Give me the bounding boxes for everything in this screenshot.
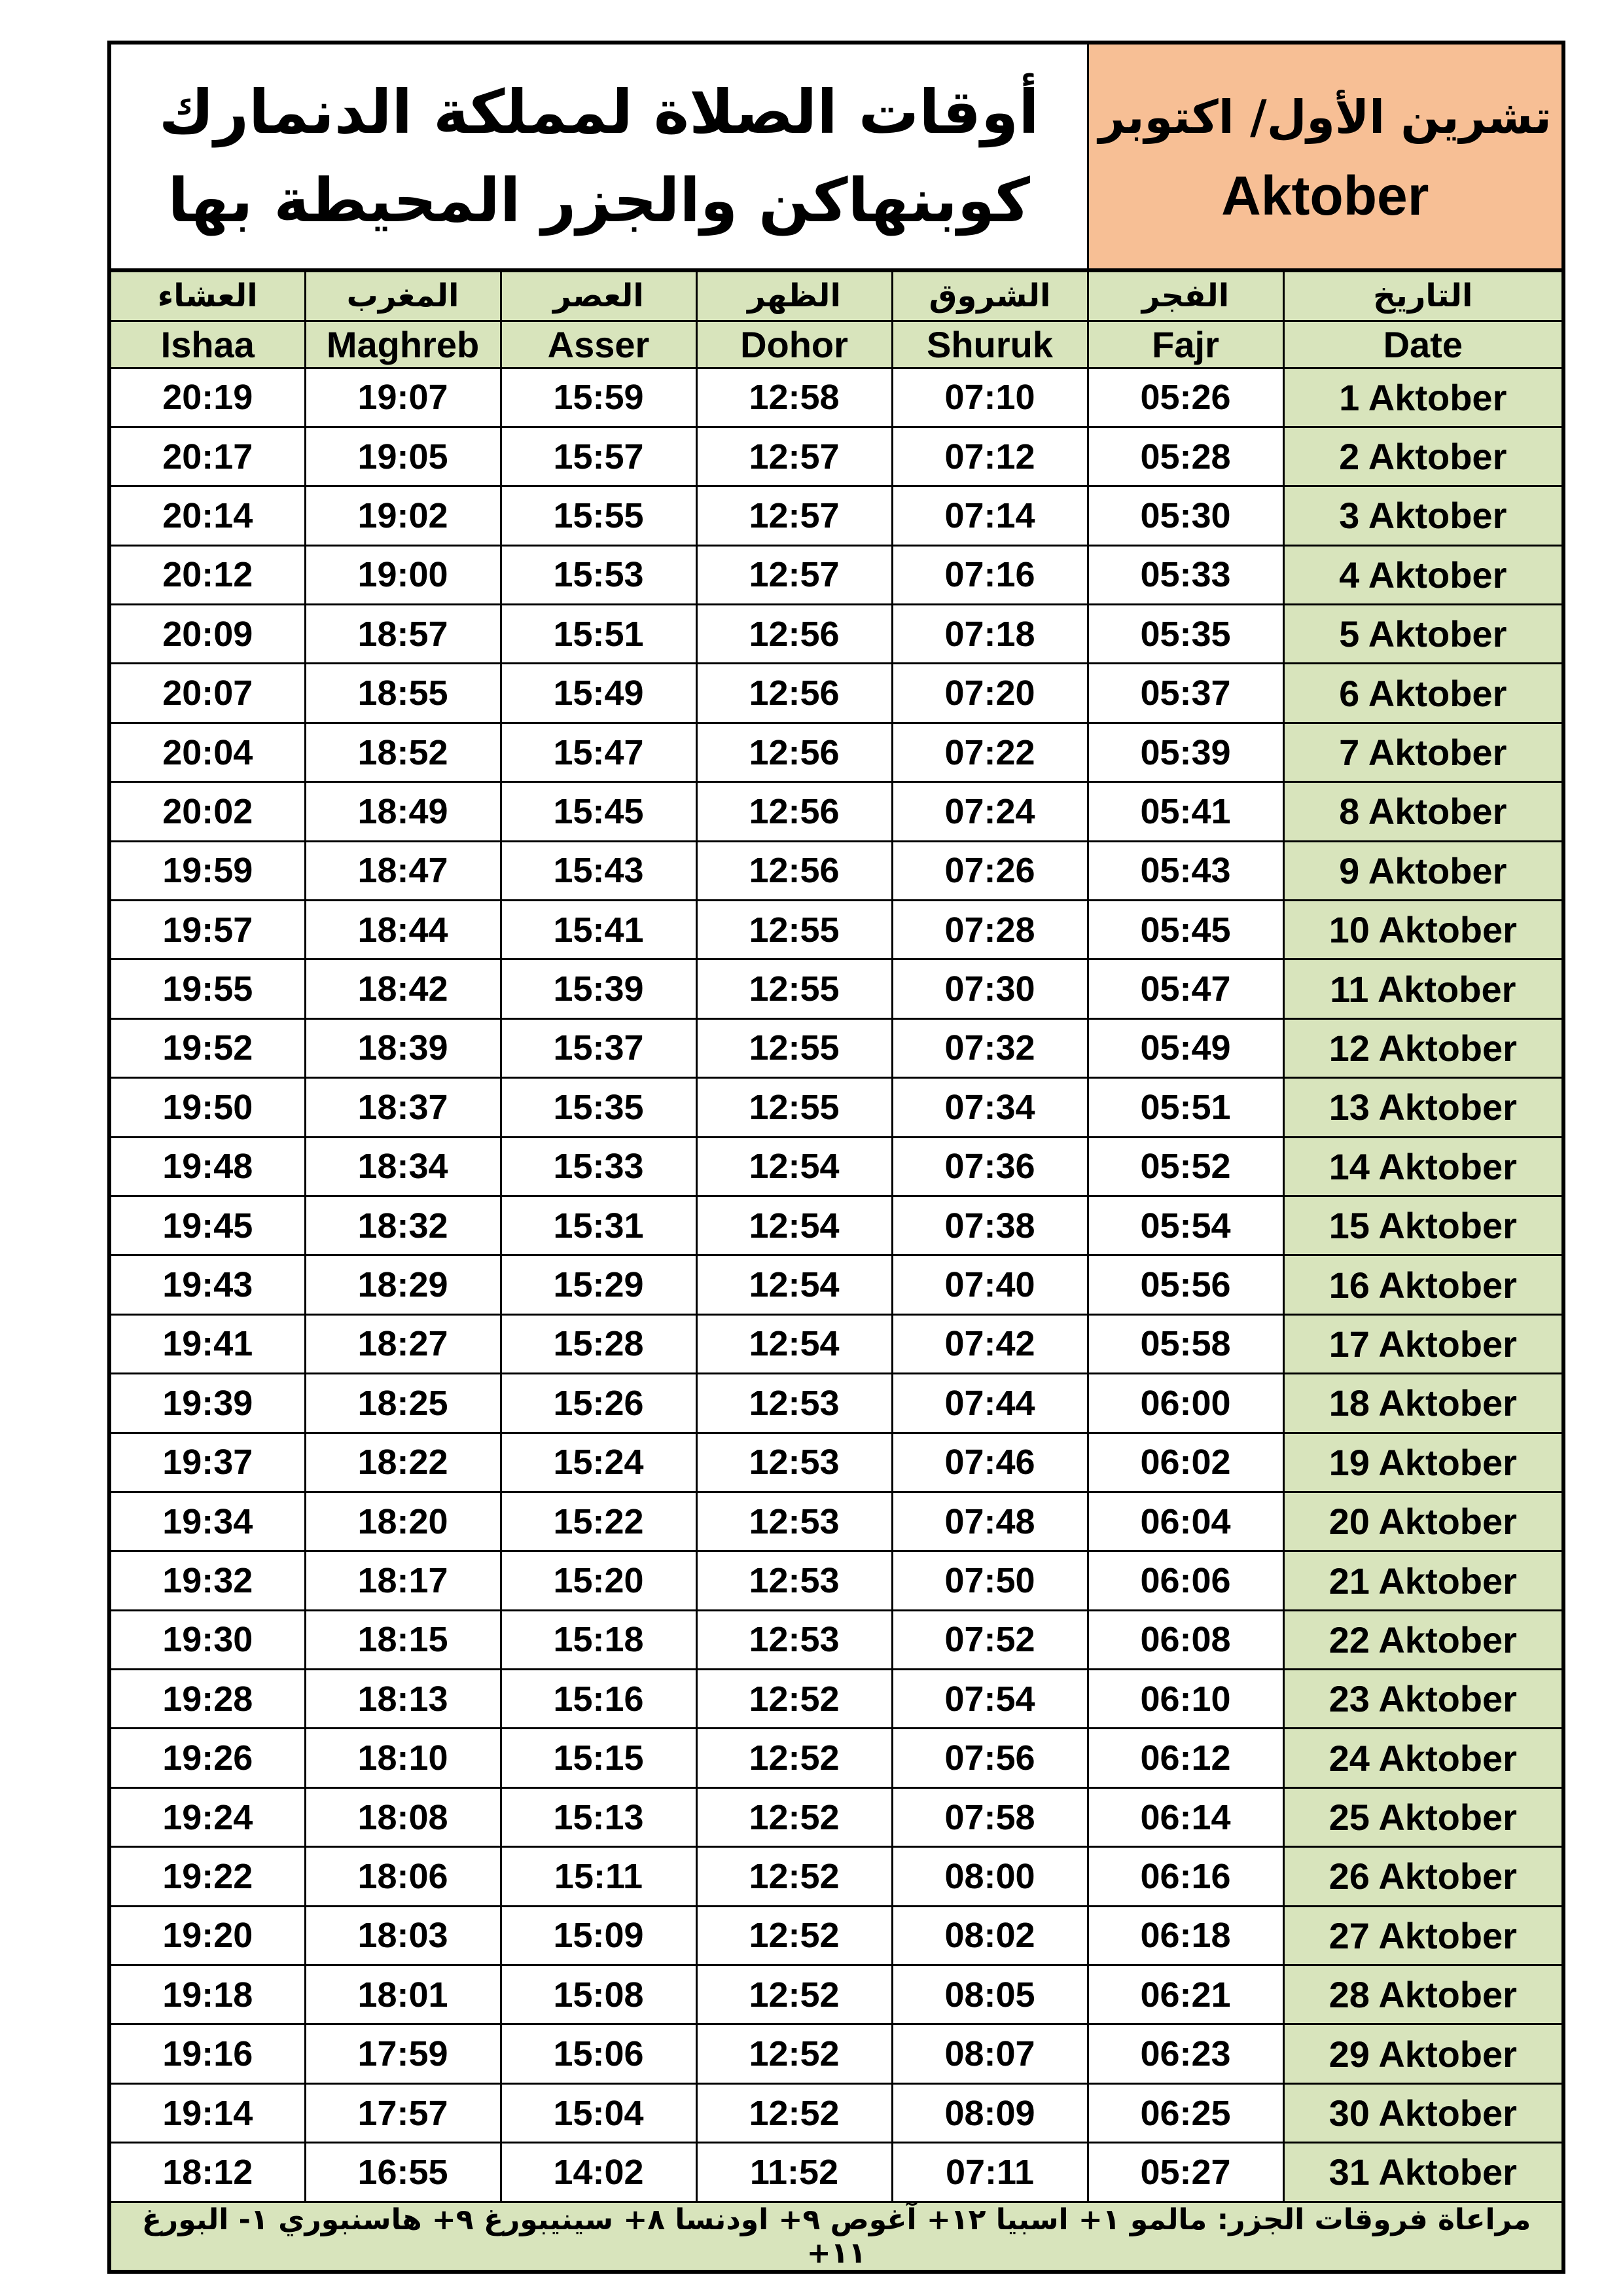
- column-header-en-dohor: Dohor: [696, 321, 892, 368]
- title-cell: [109, 43, 1088, 270]
- fajr-time-cell: 05:43: [1088, 841, 1283, 900]
- maghreb-time-cell: 19:02: [305, 486, 501, 545]
- fajr-time-cell: 06:16: [1088, 1847, 1283, 1906]
- fajr-time-cell: 05:37: [1088, 664, 1283, 723]
- fajr-time-cell: 05:47: [1088, 960, 1283, 1018]
- dohor-time-cell: 12:52: [696, 1847, 892, 1906]
- date-cell: 18 Aktober: [1283, 1374, 1563, 1433]
- shuruk-time-cell: 08:02: [892, 1906, 1088, 1965]
- dohor-time-cell: 12:53: [696, 1492, 892, 1551]
- shuruk-time-cell: 07:54: [892, 1670, 1088, 1729]
- ishaa-time-cell: 19:34: [109, 1492, 305, 1551]
- maghreb-time-cell: 18:52: [305, 723, 501, 781]
- column-header-ar-dohor: الظهر: [696, 270, 892, 321]
- dohor-time-cell: 12:53: [696, 1433, 892, 1492]
- prayer-times-sheet: [107, 41, 1561, 2270]
- dohor-time-cell: 11:52: [696, 2143, 892, 2202]
- asser-time-cell: 15:37: [501, 1018, 696, 1077]
- maghreb-time-cell: 18:08: [305, 1787, 501, 1846]
- asser-time-cell: 15:13: [501, 1787, 696, 1846]
- date-cell: 25 Aktober: [1283, 1787, 1563, 1846]
- dohor-time-cell: 12:52: [696, 1729, 892, 1787]
- table-row: [109, 1255, 1563, 1314]
- date-cell: 1 Aktober: [1283, 368, 1563, 427]
- date-cell: 6 Aktober: [1283, 664, 1563, 723]
- asser-time-cell: 14:02: [501, 2143, 696, 2202]
- dohor-time-cell: 12:57: [696, 427, 892, 486]
- dohor-time-cell: 12:53: [696, 1551, 892, 1610]
- date-cell: 30 Aktober: [1283, 2083, 1563, 2142]
- maghreb-time-cell: 18:32: [305, 1196, 501, 1255]
- shuruk-time-cell: 07:12: [892, 427, 1088, 486]
- fajr-time-cell: 05:26: [1088, 368, 1283, 427]
- ishaa-time-cell: 20:19: [109, 368, 305, 427]
- table-row: [109, 1374, 1563, 1433]
- shuruk-time-cell: 07:42: [892, 1314, 1088, 1373]
- title-line-1: أوقات الصلاة لمملكة الدنمارك: [158, 77, 1039, 147]
- asser-time-cell: 15:11: [501, 1847, 696, 1906]
- shuruk-time-cell: 07:16: [892, 545, 1088, 604]
- dohor-time-cell: 12:52: [696, 2083, 892, 2142]
- asser-time-cell: 15:18: [501, 1610, 696, 1669]
- asser-time-cell: 15:35: [501, 1078, 696, 1137]
- shuruk-time-cell: 07:24: [892, 782, 1088, 841]
- fajr-time-cell: 06:23: [1088, 2024, 1283, 2083]
- ishaa-time-cell: 19:16: [109, 2024, 305, 2083]
- table-row: [109, 1551, 1563, 1610]
- maghreb-time-cell: 18:15: [305, 1610, 501, 1669]
- fajr-time-cell: 06:14: [1088, 1787, 1283, 1846]
- date-cell: 29 Aktober: [1283, 2024, 1563, 2083]
- shuruk-time-cell: 07:10: [892, 368, 1088, 427]
- shuruk-time-cell: 07:56: [892, 1729, 1088, 1787]
- dohor-time-cell: 12:57: [696, 486, 892, 545]
- ishaa-time-cell: 19:30: [109, 1610, 305, 1669]
- shuruk-time-cell: 08:00: [892, 1847, 1088, 1906]
- fajr-time-cell: 05:41: [1088, 782, 1283, 841]
- maghreb-time-cell: 18:06: [305, 1847, 501, 1906]
- dohor-time-cell: 12:56: [696, 664, 892, 723]
- shuruk-time-cell: 08:07: [892, 2024, 1088, 2083]
- maghreb-time-cell: 18:29: [305, 1255, 501, 1314]
- ishaa-time-cell: 19:14: [109, 2083, 305, 2142]
- asser-time-cell: 15:59: [501, 368, 696, 427]
- maghreb-time-cell: 18:01: [305, 1965, 501, 2024]
- maghreb-time-cell: 17:59: [305, 2024, 501, 2083]
- shuruk-time-cell: 07:26: [892, 841, 1088, 900]
- shuruk-time-cell: 08:05: [892, 1965, 1088, 2024]
- maghreb-time-cell: 18:47: [305, 841, 501, 900]
- dohor-time-cell: 12:54: [696, 1137, 892, 1196]
- shuruk-time-cell: 07:34: [892, 1078, 1088, 1137]
- asser-time-cell: 15:53: [501, 545, 696, 604]
- shuruk-time-cell: 08:09: [892, 2083, 1088, 2142]
- asser-time-cell: 15:20: [501, 1551, 696, 1610]
- table-row: [109, 1018, 1563, 1077]
- date-cell: 31 Aktober: [1283, 2143, 1563, 2202]
- dohor-time-cell: 12:53: [696, 1610, 892, 1669]
- column-header-en-ishaa: Ishaa: [109, 321, 305, 368]
- shuruk-time-cell: 07:52: [892, 1610, 1088, 1669]
- ishaa-time-cell: 20:17: [109, 427, 305, 486]
- ishaa-time-cell: 19:50: [109, 1078, 305, 1137]
- fajr-time-cell: 06:12: [1088, 1729, 1283, 1787]
- shuruk-time-cell: 07:40: [892, 1255, 1088, 1314]
- table-row: [109, 664, 1563, 723]
- column-header-ar-maghreb: المغرب: [305, 270, 501, 321]
- column-header-ar-shuruk: الشروق: [892, 270, 1088, 321]
- asser-time-cell: 15:26: [501, 1374, 696, 1433]
- asser-time-cell: 15:28: [501, 1314, 696, 1373]
- fajr-time-cell: 05:51: [1088, 1078, 1283, 1137]
- month-arabic: تشرين الأول/ اكتوبر: [1098, 90, 1552, 144]
- dohor-time-cell: 12:52: [696, 1670, 892, 1729]
- asser-time-cell: 15:47: [501, 723, 696, 781]
- month-english: Aktober: [1221, 165, 1429, 226]
- asser-time-cell: 15:24: [501, 1433, 696, 1492]
- table-row: [109, 1196, 1563, 1255]
- column-header-en-fajr: Fajr: [1088, 321, 1283, 368]
- maghreb-time-cell: 18:39: [305, 1018, 501, 1077]
- shuruk-time-cell: 07:58: [892, 1787, 1088, 1846]
- ishaa-time-cell: 19:26: [109, 1729, 305, 1787]
- asser-time-cell: 15:51: [501, 605, 696, 664]
- maghreb-time-cell: 18:25: [305, 1374, 501, 1433]
- island-offsets-note: مراعاة فروقات الجزر: مالمو ١+ اسبيا ١٢+ آغوص ٩+ اودنسا ٨+ سينيبورغ ٩+ هاسنبوري ١- البورغ ١١+: [109, 2202, 1563, 2272]
- column-header-ar-asser: العصر: [501, 270, 696, 321]
- shuruk-time-cell: 07:32: [892, 1018, 1088, 1077]
- asser-time-cell: 15:55: [501, 486, 696, 545]
- asser-time-cell: 15:29: [501, 1255, 696, 1314]
- fajr-time-cell: 06:21: [1088, 1965, 1283, 2024]
- table-row: [109, 723, 1563, 781]
- asser-time-cell: 15:45: [501, 782, 696, 841]
- maghreb-time-cell: 18:27: [305, 1314, 501, 1373]
- ishaa-time-cell: 19:43: [109, 1255, 305, 1314]
- asser-time-cell: 15:49: [501, 664, 696, 723]
- ishaa-time-cell: 19:55: [109, 960, 305, 1018]
- table-row: [109, 2024, 1563, 2083]
- date-cell: 12 Aktober: [1283, 1018, 1563, 1077]
- asser-time-cell: 15:57: [501, 427, 696, 486]
- table-row: [109, 2083, 1563, 2142]
- date-cell: 20 Aktober: [1283, 1492, 1563, 1551]
- table-row: [109, 960, 1563, 1018]
- asser-time-cell: 15:08: [501, 1965, 696, 2024]
- fajr-time-cell: 06:10: [1088, 1670, 1283, 1729]
- date-cell: 21 Aktober: [1283, 1551, 1563, 1610]
- table-row: [109, 486, 1563, 545]
- shuruk-time-cell: 07:11: [892, 2143, 1088, 2202]
- maghreb-time-cell: 18:37: [305, 1078, 501, 1137]
- date-cell: 11 Aktober: [1283, 960, 1563, 1018]
- dohor-time-cell: 12:55: [696, 960, 892, 1018]
- ishaa-time-cell: 19:39: [109, 1374, 305, 1433]
- date-cell: 17 Aktober: [1283, 1314, 1563, 1373]
- ishaa-time-cell: 20:12: [109, 545, 305, 604]
- fajr-time-cell: 06:25: [1088, 2083, 1283, 2142]
- fajr-time-cell: 06:08: [1088, 1610, 1283, 1669]
- fajr-time-cell: 06:02: [1088, 1433, 1283, 1492]
- ishaa-time-cell: 19:41: [109, 1314, 305, 1373]
- ishaa-time-cell: 19:52: [109, 1018, 305, 1077]
- maghreb-time-cell: 18:55: [305, 664, 501, 723]
- table-row: [109, 605, 1563, 664]
- fajr-time-cell: 05:39: [1088, 723, 1283, 781]
- table-row: [109, 1078, 1563, 1137]
- date-cell: 27 Aktober: [1283, 1906, 1563, 1965]
- ishaa-time-cell: 19:59: [109, 841, 305, 900]
- ishaa-time-cell: 19:45: [109, 1196, 305, 1255]
- shuruk-time-cell: 07:18: [892, 605, 1088, 664]
- ishaa-time-cell: 19:20: [109, 1906, 305, 1965]
- fajr-time-cell: 05:49: [1088, 1018, 1283, 1077]
- table-row: [109, 1610, 1563, 1669]
- dohor-time-cell: 12:55: [696, 1018, 892, 1077]
- ishaa-time-cell: 19:37: [109, 1433, 305, 1492]
- date-cell: 19 Aktober: [1283, 1433, 1563, 1492]
- ishaa-time-cell: 20:02: [109, 782, 305, 841]
- dohor-time-cell: 12:56: [696, 841, 892, 900]
- maghreb-time-cell: 18:57: [305, 605, 501, 664]
- asser-time-cell: 15:31: [501, 1196, 696, 1255]
- dohor-time-cell: 12:55: [696, 1078, 892, 1137]
- maghreb-time-cell: 17:57: [305, 2083, 501, 2142]
- date-cell: 26 Aktober: [1283, 1847, 1563, 1906]
- fajr-time-cell: 05:35: [1088, 605, 1283, 664]
- date-cell: 14 Aktober: [1283, 1137, 1563, 1196]
- dohor-time-cell: 12:56: [696, 605, 892, 664]
- ishaa-time-cell: 19:48: [109, 1137, 305, 1196]
- maghreb-time-cell: 18:42: [305, 960, 501, 1018]
- fajr-time-cell: 05:27: [1088, 2143, 1283, 2202]
- dohor-time-cell: 12:54: [696, 1314, 892, 1373]
- table-row: [109, 1965, 1563, 2024]
- dohor-time-cell: 12:52: [696, 1965, 892, 2024]
- table-row: [109, 1433, 1563, 1492]
- ishaa-time-cell: 19:22: [109, 1847, 305, 1906]
- column-header-english-row: [109, 321, 1563, 368]
- date-cell: 4 Aktober: [1283, 545, 1563, 604]
- table-row: [109, 901, 1563, 960]
- dohor-time-cell: 12:53: [696, 1374, 892, 1433]
- shuruk-time-cell: 07:44: [892, 1374, 1088, 1433]
- fajr-time-cell: 05:45: [1088, 901, 1283, 960]
- maghreb-time-cell: 18:03: [305, 1906, 501, 1965]
- dohor-time-cell: 12:52: [696, 1906, 892, 1965]
- ishaa-time-cell: 19:18: [109, 1965, 305, 2024]
- table-row: [109, 1492, 1563, 1551]
- date-cell: 15 Aktober: [1283, 1196, 1563, 1255]
- maghreb-time-cell: 16:55: [305, 2143, 501, 2202]
- dohor-time-cell: 12:55: [696, 901, 892, 960]
- asser-time-cell: 15:04: [501, 2083, 696, 2142]
- column-header-en-maghreb: Maghreb: [305, 321, 501, 368]
- fajr-time-cell: 05:28: [1088, 427, 1283, 486]
- maghreb-time-cell: 19:00: [305, 545, 501, 604]
- fajr-time-cell: 05:33: [1088, 545, 1283, 604]
- table-row: [109, 782, 1563, 841]
- shuruk-time-cell: 07:30: [892, 960, 1088, 1018]
- dohor-time-cell: 12:56: [696, 723, 892, 781]
- dohor-time-cell: 12:54: [696, 1255, 892, 1314]
- fajr-time-cell: 05:58: [1088, 1314, 1283, 1373]
- dohor-time-cell: 12:52: [696, 1787, 892, 1846]
- fajr-time-cell: 06:00: [1088, 1374, 1283, 1433]
- asser-time-cell: 15:15: [501, 1729, 696, 1787]
- ishaa-time-cell: 19:57: [109, 901, 305, 960]
- asser-time-cell: 15:09: [501, 1906, 696, 1965]
- table-row: [109, 1314, 1563, 1373]
- ishaa-time-cell: 20:04: [109, 723, 305, 781]
- date-cell: 28 Aktober: [1283, 1965, 1563, 2024]
- asser-time-cell: 15:22: [501, 1492, 696, 1551]
- shuruk-time-cell: 07:38: [892, 1196, 1088, 1255]
- maghreb-time-cell: 18:34: [305, 1137, 501, 1196]
- fajr-time-cell: 06:06: [1088, 1551, 1283, 1610]
- column-header-en-date: Date: [1283, 321, 1563, 368]
- asser-time-cell: 15:16: [501, 1670, 696, 1729]
- maghreb-time-cell: 19:05: [305, 427, 501, 486]
- ishaa-time-cell: 20:07: [109, 664, 305, 723]
- column-header-ar-ishaa: العشاء: [109, 270, 305, 321]
- asser-time-cell: 15:39: [501, 960, 696, 1018]
- table-row: [109, 1137, 1563, 1196]
- table-row: [109, 1729, 1563, 1787]
- shuruk-time-cell: 07:20: [892, 664, 1088, 723]
- date-cell: 2 Aktober: [1283, 427, 1563, 486]
- fajr-time-cell: 05:30: [1088, 486, 1283, 545]
- asser-time-cell: 15:06: [501, 2024, 696, 2083]
- table-row: [109, 1906, 1563, 1965]
- title-row: [109, 43, 1563, 270]
- prayer-times-table: [107, 41, 1565, 2274]
- date-cell: 23 Aktober: [1283, 1670, 1563, 1729]
- column-header-ar-fajr: الفجر: [1088, 270, 1283, 321]
- maghreb-time-cell: 19:07: [305, 368, 501, 427]
- column-header-arabic-row: [109, 270, 1563, 321]
- date-cell: 16 Aktober: [1283, 1255, 1563, 1314]
- fajr-time-cell: 05:56: [1088, 1255, 1283, 1314]
- date-cell: 7 Aktober: [1283, 723, 1563, 781]
- maghreb-time-cell: 18:10: [305, 1729, 501, 1787]
- asser-time-cell: 15:43: [501, 841, 696, 900]
- footer-row: [109, 2202, 1563, 2272]
- fajr-time-cell: 06:18: [1088, 1906, 1283, 1965]
- fajr-time-cell: 06:04: [1088, 1492, 1283, 1551]
- maghreb-time-cell: 18:17: [305, 1551, 501, 1610]
- dohor-time-cell: 12:54: [696, 1196, 892, 1255]
- shuruk-time-cell: 07:22: [892, 723, 1088, 781]
- ishaa-time-cell: 18:12: [109, 2143, 305, 2202]
- asser-time-cell: 15:41: [501, 901, 696, 960]
- fajr-time-cell: 05:54: [1088, 1196, 1283, 1255]
- maghreb-time-cell: 18:44: [305, 901, 501, 960]
- table-row: [109, 2143, 1563, 2202]
- shuruk-time-cell: 07:36: [892, 1137, 1088, 1196]
- table-row: [109, 1847, 1563, 1906]
- shuruk-time-cell: 07:50: [892, 1551, 1088, 1610]
- shuruk-time-cell: 07:28: [892, 901, 1088, 960]
- table-row: [109, 368, 1563, 427]
- table-row: [109, 1670, 1563, 1729]
- dohor-time-cell: 12:52: [696, 2024, 892, 2083]
- table-row: [109, 1787, 1563, 1846]
- table-row: [109, 427, 1563, 486]
- asser-time-cell: 15:33: [501, 1137, 696, 1196]
- ishaa-time-cell: 19:32: [109, 1551, 305, 1610]
- ishaa-time-cell: 20:09: [109, 605, 305, 664]
- date-cell: 9 Aktober: [1283, 841, 1563, 900]
- shuruk-time-cell: 07:46: [892, 1433, 1088, 1492]
- shuruk-time-cell: 07:14: [892, 486, 1088, 545]
- shuruk-time-cell: 07:48: [892, 1492, 1088, 1551]
- fajr-time-cell: 05:52: [1088, 1137, 1283, 1196]
- date-cell: 5 Aktober: [1283, 605, 1563, 664]
- title-line-2: كوبنهاكن والجزر المحيطة بها: [168, 166, 1031, 236]
- date-cell: 8 Aktober: [1283, 782, 1563, 841]
- maghreb-time-cell: 18:20: [305, 1492, 501, 1551]
- column-header-en-asser: Asser: [501, 321, 696, 368]
- table-row: [109, 841, 1563, 900]
- date-cell: 10 Aktober: [1283, 901, 1563, 960]
- maghreb-time-cell: 18:13: [305, 1670, 501, 1729]
- month-cell: [1088, 43, 1563, 270]
- date-cell: 13 Aktober: [1283, 1078, 1563, 1137]
- column-header-en-shuruk: Shuruk: [892, 321, 1088, 368]
- ishaa-time-cell: 19:28: [109, 1670, 305, 1729]
- dohor-time-cell: 12:58: [696, 368, 892, 427]
- ishaa-time-cell: 19:24: [109, 1787, 305, 1846]
- maghreb-time-cell: 18:22: [305, 1433, 501, 1492]
- date-cell: 3 Aktober: [1283, 486, 1563, 545]
- dohor-time-cell: 12:56: [696, 782, 892, 841]
- date-cell: 22 Aktober: [1283, 1610, 1563, 1669]
- maghreb-time-cell: 18:49: [305, 782, 501, 841]
- dohor-time-cell: 12:57: [696, 545, 892, 604]
- table-row: [109, 545, 1563, 604]
- ishaa-time-cell: 20:14: [109, 486, 305, 545]
- date-cell: 24 Aktober: [1283, 1729, 1563, 1787]
- column-header-ar-date: التاريخ: [1283, 270, 1563, 321]
